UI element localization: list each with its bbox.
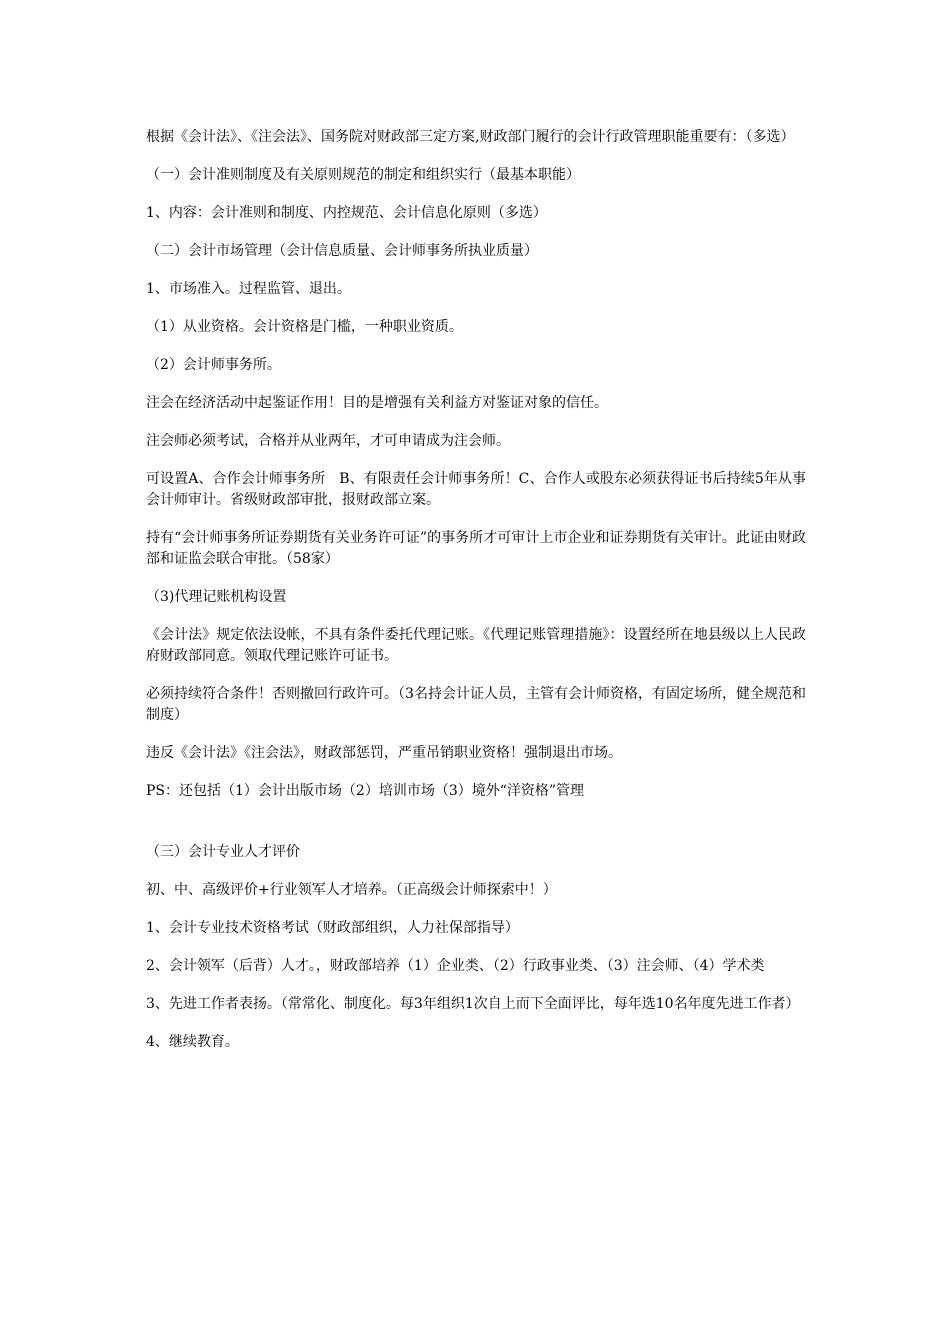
paragraph: （1）从业资格。会计资格是门槛，一种职业资质。 [146,319,463,335]
paragraph: 违反《会计法》《注会法》，财政部惩罚，严重吊销职业资格！强制退出市场。 [146,745,622,761]
paragraph: 1、市场准入。过程监管、退出。 [146,281,351,297]
paragraph: 持有“会计师事务所证券期货有关业务许可证”的事务所才可审计上市企业和证券期货有关审计。此证由财政部和证监会联合审批。（58家） [146,530,806,567]
paragraph: 注会在经济活动中起鉴证作用！目的是增强有关利益方对鉴证对象的信任。 [146,395,608,411]
paragraph-intro: 根据《会计法》、《注会法》、国务院对财政部三定方案,财政部门履行的会计行政管理职能重要有：（多选） [146,129,795,145]
paragraph: （3)代理记账机构设置 [146,589,287,605]
heading-section-1: （一）会计准则制度及有关原则规范的制定和组织实行（最基本职能） [146,167,580,183]
paragraph-ps: PS：还包括（1）会计出版市场（2）培训市场（3）境外“洋资格”管理 [146,783,585,799]
paragraph: 1、会计专业技术资格考试（财政部组织，人力社保部指导） [146,920,519,936]
heading-section-2: （二）会计市场管理（会计信息质量、会计师事务所执业质量） [146,243,538,259]
paragraph: 可设置A、合作会计师事务所 B、有限责任会计师事务所！C、合作人或股东必须获得证书后持续5年从事会计师审计。省级财政部审批，报财政部立案。 [146,471,806,508]
paragraph: （2）会计师事务所。 [146,357,281,373]
paragraph: 1、内容：会计准则和制度、内控规范、会计信息化原则（多选） [146,205,547,221]
paragraph: 《会计法》规定依法设帐，不具有条件委托代理记账。《代理记账管理措施》：设置经所在地县级以上人民政府财政部同意。领取代理记账许可证书。 [146,627,806,664]
paragraph: 初、中、高级评价+行业领军人才培养。（正高级会计师探索中！） [146,882,557,898]
heading-section-3: （三）会计专业人才评价 [146,844,300,860]
paragraph: 必须持续符合条件！否则撤回行政许可。（3名持会计证人员，主管有会计师资格，有固定场所，健全规范和制度） [146,686,806,723]
document-body [146,127,806,1070]
paragraph: 注会师必须考试，合格并从业两年，才可申请成为注会师。 [146,433,510,449]
paragraph: 4、继续教育。 [146,1034,239,1050]
paragraph: 3、先进工作者表扬。（常常化、制度化。每3年组织1次自上而下全面评比，每年选10名年度先进工作者） [146,996,800,1012]
paragraph: 2、会计领军（后背）人才。，财政部培养（1）企业类、（2）行政事业类、（3）注会师、（4）学术类 [146,958,765,974]
